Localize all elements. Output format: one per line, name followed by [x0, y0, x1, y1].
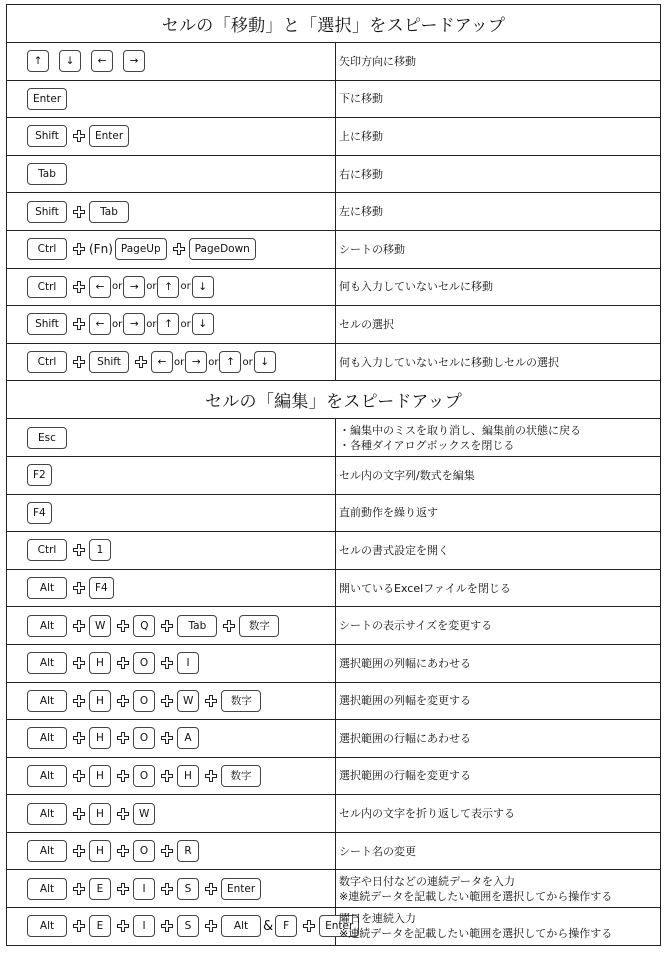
or-separator: or	[146, 318, 157, 330]
key-cap: Alt	[27, 765, 67, 787]
shortcut-description	[336, 682, 661, 720]
key-cap: Ctrl	[27, 276, 67, 298]
plus-icon	[161, 883, 173, 895]
plus-icon	[73, 130, 85, 142]
shortcut-keys	[7, 682, 336, 720]
key-cap: I	[177, 652, 199, 674]
section-title: セルの「移動」と「選択」をスピードアップ	[7, 5, 661, 43]
description-line: セル内の文字列/数式を編集	[339, 468, 475, 482]
description-line: セル内の文字を折り返して表示する	[339, 807, 515, 821]
shortcut-description	[336, 80, 661, 118]
shortcut-row	[7, 644, 661, 682]
shortcut-description	[336, 832, 661, 870]
key-cap: ↓	[254, 351, 276, 373]
key-cap: ←	[89, 276, 111, 298]
shortcut-row	[7, 155, 661, 193]
shortcut-description	[336, 795, 661, 833]
or-separator: or	[174, 356, 185, 368]
key-cap: S	[177, 878, 199, 900]
shortcut-description	[336, 43, 661, 81]
shortcut-keys	[7, 607, 336, 645]
shortcut-keys	[7, 419, 336, 457]
key-cap: Enter	[89, 125, 129, 147]
shortcut-keys	[7, 268, 336, 306]
key-cap: Shift	[89, 351, 129, 373]
key-cap: O	[133, 652, 155, 674]
plus-icon	[205, 695, 217, 707]
shortcut-keys	[7, 757, 336, 795]
plus-icon	[117, 732, 129, 744]
description-line: ※連続データを記載したい範囲を選択してから操作する	[339, 927, 613, 941]
plus-icon	[117, 883, 129, 895]
shortcut-keys	[7, 644, 336, 682]
plus-icon	[73, 883, 85, 895]
plus-icon	[117, 808, 129, 820]
key-cap: ↑	[157, 276, 179, 298]
plus-icon	[117, 920, 129, 932]
key-cap: Alt	[27, 878, 67, 900]
shortcut-row	[7, 268, 661, 306]
shortcut-row	[7, 757, 661, 795]
description-line: 右に移動	[339, 167, 383, 181]
shortcut-row	[7, 569, 661, 607]
key-cap: Alt	[27, 803, 67, 825]
shortcut-keys	[7, 306, 336, 344]
key-cap: PageUp	[115, 238, 167, 260]
key-cap: Tab	[89, 201, 129, 223]
key-cap: F	[275, 915, 297, 937]
shortcut-description	[336, 268, 661, 306]
shortcut-row	[7, 419, 661, 457]
shortcut-description	[336, 419, 661, 457]
shortcut-keys	[7, 80, 336, 118]
plus-icon	[73, 732, 85, 744]
shortcut-keys	[7, 532, 336, 570]
key-cap: Ctrl	[27, 539, 67, 561]
plus-icon	[73, 281, 85, 293]
shortcut-keys	[7, 118, 336, 156]
plus-icon	[73, 920, 85, 932]
key-cap: Shift	[27, 125, 67, 147]
shortcut-keys	[7, 908, 354, 946]
plus-icon	[161, 920, 173, 932]
key-cap: H	[89, 690, 111, 712]
shortcut-description	[336, 193, 661, 231]
description-line: 何も入力していないセルに移動しセルの選択	[339, 355, 559, 369]
shortcut-row	[7, 532, 661, 570]
key-cap: Q	[133, 615, 155, 637]
plus-icon	[117, 695, 129, 707]
key-cap: ↓	[192, 276, 214, 298]
description-line: ※連続データを記載したい範囲を選択してから操作する	[339, 889, 613, 903]
plus-icon	[117, 620, 129, 632]
shortcut-row	[7, 795, 661, 833]
plus-icon	[73, 582, 85, 594]
shortcut-sheet	[6, 4, 660, 946]
plus-icon	[73, 243, 85, 255]
key-cap: ↑	[157, 313, 179, 335]
shortcut-row	[7, 456, 661, 494]
description-line: 選択範囲の行幅を変更する	[339, 769, 471, 783]
shortcut-description	[336, 155, 661, 193]
key-cap: →	[123, 313, 145, 335]
key-cap: W	[177, 690, 199, 712]
shortcut-description	[336, 870, 661, 908]
key-cap: O	[133, 765, 155, 787]
key-cap: H	[89, 652, 111, 674]
section-header-row	[7, 381, 661, 419]
plus-icon	[73, 845, 85, 857]
or-separator: or	[208, 356, 219, 368]
description-line: シート名の変更	[339, 844, 416, 858]
plus-icon	[73, 620, 85, 632]
ampersand-separator: &	[263, 918, 274, 934]
key-cap: W	[133, 803, 155, 825]
plus-icon	[73, 695, 85, 707]
description-line: 何も入力していないセルに移動	[339, 280, 493, 294]
description-line: セルの書式設定を開く	[339, 543, 449, 557]
key-cap: W	[89, 615, 111, 637]
key-cap: ↓	[59, 50, 81, 72]
plus-icon	[223, 620, 235, 632]
key-cap: Alt	[27, 615, 67, 637]
shortcut-row	[7, 720, 661, 758]
key-cap: Ctrl	[27, 238, 67, 260]
shortcut-description	[336, 306, 661, 344]
or-separator: or	[180, 281, 191, 293]
key-cap: ↑	[219, 351, 241, 373]
key-cap: I	[133, 915, 155, 937]
description-line: 選択範囲の列幅にあわせる	[339, 656, 471, 670]
key-cap: E	[89, 878, 111, 900]
key-cap: E	[89, 915, 111, 937]
plus-icon	[73, 657, 85, 669]
plus-icon	[73, 808, 85, 820]
plus-icon	[73, 206, 85, 218]
shortcut-keys	[7, 230, 336, 268]
description-line: ・編集中のミスを取り消し、編集前の状態に戻る	[339, 423, 581, 437]
shortcut-row	[7, 908, 661, 946]
shortcut-description	[336, 343, 661, 381]
key-cap: F4	[89, 577, 114, 599]
key-cap: ←	[91, 50, 113, 72]
key-cap: Alt	[27, 840, 67, 862]
key-cap: Esc	[27, 427, 67, 449]
key-cap: Enter	[27, 88, 67, 110]
key-cap: Alt	[27, 915, 67, 937]
key-cap: R	[177, 840, 199, 862]
description-line: 矢印方向に移動	[339, 54, 416, 68]
key-cap: I	[133, 878, 155, 900]
key-cap: ↑	[27, 50, 49, 72]
fn-note: (Fn)	[89, 242, 113, 257]
shortcut-description	[336, 757, 661, 795]
key-cap: O	[133, 840, 155, 862]
shortcut-description	[336, 230, 661, 268]
description-line: セルの選択	[339, 317, 394, 331]
key-cap: →	[123, 276, 145, 298]
shortcut-keys	[7, 870, 336, 908]
description-line: 直前動作を繰り返す	[339, 506, 438, 520]
shortcut-row	[7, 80, 661, 118]
key-cap: H	[89, 803, 111, 825]
plus-icon	[303, 920, 315, 932]
plus-icon	[161, 732, 173, 744]
plus-icon	[205, 920, 217, 932]
shortcut-description	[336, 456, 661, 494]
plus-icon	[161, 620, 173, 632]
description-line: 曜日を連続入力	[339, 912, 416, 926]
key-cap: Tab	[177, 615, 217, 637]
key-cap: H	[89, 727, 111, 749]
plus-icon	[73, 544, 85, 556]
key-cap: Alt	[27, 577, 67, 599]
key-cap: Alt	[27, 727, 67, 749]
plus-icon	[173, 243, 185, 255]
or-separator: or	[180, 318, 191, 330]
description-line: 選択範囲の行幅にあわせる	[339, 731, 471, 745]
description-line: ・各種ダイアログボックスを閉じる	[339, 438, 515, 452]
key-cap: F2	[27, 464, 52, 486]
shortcut-row	[7, 870, 661, 908]
shortcut-keys	[7, 456, 336, 494]
key-cap: Enter	[221, 878, 261, 900]
shortcut-description	[336, 644, 661, 682]
shortcut-row	[7, 832, 661, 870]
key-cap: S	[177, 915, 199, 937]
shortcut-row	[7, 682, 661, 720]
key-cap: Tab	[27, 163, 67, 185]
shortcut-keys	[7, 43, 336, 81]
shortcut-table-body	[7, 5, 661, 946]
shortcut-description	[336, 908, 661, 946]
shortcut-row	[7, 306, 661, 344]
key-cap: Ctrl	[27, 351, 67, 373]
key-cap: F4	[27, 502, 52, 524]
key-cap: Alt	[27, 652, 67, 674]
shortcut-description	[336, 494, 661, 532]
plus-icon	[73, 770, 85, 782]
key-cap: H	[177, 765, 199, 787]
plus-icon	[161, 845, 173, 857]
section-header-row	[7, 5, 661, 43]
shortcut-row	[7, 230, 661, 268]
plus-icon	[73, 318, 85, 330]
shortcut-keys	[7, 343, 336, 381]
shortcut-keys	[7, 569, 336, 607]
key-cap: 数字	[221, 765, 261, 787]
key-cap: H	[89, 840, 111, 862]
or-separator: or	[112, 318, 123, 330]
plus-icon	[117, 657, 129, 669]
key-cap: ←	[89, 313, 111, 335]
plus-icon	[73, 356, 85, 368]
shortcut-keys	[7, 720, 336, 758]
key-cap: 数字	[239, 615, 279, 637]
shortcut-keys	[7, 155, 336, 193]
plus-icon	[205, 770, 217, 782]
plus-icon	[117, 770, 129, 782]
shortcut-description	[336, 607, 661, 645]
key-cap: H	[89, 765, 111, 787]
key-cap: Alt	[221, 915, 261, 937]
shortcut-row	[7, 118, 661, 156]
description-line: シートの移動	[339, 242, 405, 256]
key-cap: O	[133, 727, 155, 749]
key-cap: Shift	[27, 313, 67, 335]
description-line: 数字や日付などの連続データを入力	[339, 874, 515, 888]
key-cap: Shift	[27, 201, 67, 223]
key-cap: →	[185, 351, 207, 373]
or-separator: or	[112, 281, 123, 293]
or-separator: or	[242, 356, 253, 368]
shortcut-row	[7, 343, 661, 381]
shortcut-row	[7, 607, 661, 645]
or-separator: or	[146, 281, 157, 293]
description-line: シートの表示サイズを変更する	[339, 619, 493, 633]
shortcut-keys	[7, 832, 336, 870]
shortcut-row	[7, 494, 661, 532]
plus-icon	[161, 695, 173, 707]
key-cap: ↓	[192, 313, 214, 335]
shortcut-row	[7, 43, 661, 81]
key-cap: 数字	[221, 690, 261, 712]
key-cap: Alt	[27, 690, 67, 712]
shortcut-keys	[7, 795, 336, 833]
description-line: 左に移動	[339, 205, 383, 219]
key-cap: O	[133, 690, 155, 712]
description-line: 開いているExcelファイルを閉じる	[339, 581, 511, 595]
shortcut-table	[6, 4, 661, 946]
plus-icon	[161, 770, 173, 782]
shortcut-description	[336, 532, 661, 570]
shortcut-description	[336, 569, 661, 607]
shortcut-keys	[7, 193, 336, 231]
plus-icon	[161, 657, 173, 669]
plus-icon	[205, 883, 217, 895]
description-line: 上に移動	[339, 129, 383, 143]
plus-icon	[135, 356, 147, 368]
key-cap: ←	[151, 351, 173, 373]
description-line: 下に移動	[339, 92, 383, 106]
key-cap: Enter	[319, 915, 359, 937]
shortcut-description	[336, 118, 661, 156]
plus-icon	[117, 845, 129, 857]
key-cap: →	[123, 50, 145, 72]
section-title: セルの「編集」をスピードアップ	[7, 381, 661, 419]
key-cap: A	[177, 727, 199, 749]
shortcut-description	[336, 720, 661, 758]
key-cap: PageDown	[189, 238, 256, 260]
key-cap: 1	[89, 539, 111, 561]
shortcut-keys	[7, 494, 336, 532]
shortcut-row	[7, 193, 661, 231]
description-line: 選択範囲の列幅を変更する	[339, 694, 471, 708]
